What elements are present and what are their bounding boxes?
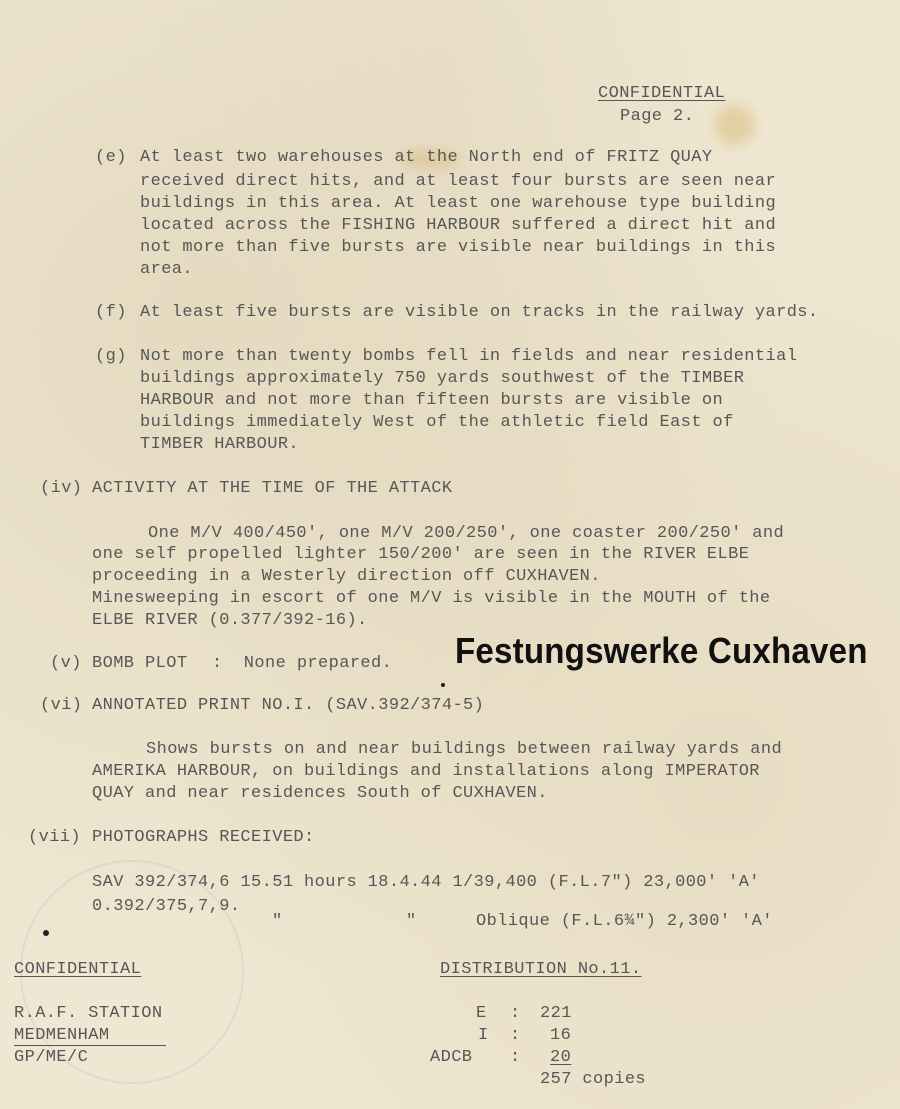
section-iv-line: ELBE RIVER (0.377/392-16). (92, 611, 368, 630)
overlay-title: Festungswerke Cuxhaven (455, 630, 868, 671)
section-label: (v) (50, 654, 82, 673)
section-iv-line: Minesweeping in escort of one M/V is visible in the MOUTH of the (92, 589, 771, 608)
distribution-code: I (478, 1026, 489, 1045)
photo-line: 0.392/375,7,9. (92, 897, 241, 916)
distribution-total: 257 copies (540, 1070, 647, 1089)
distribution-sep: : (510, 1004, 521, 1023)
section-heading: ACTIVITY AT THE TIME OF THE ATTACK (92, 479, 453, 498)
distribution-count: 16 (550, 1026, 572, 1045)
station-line: GP/ME/C (14, 1048, 89, 1067)
section-heading: ANNOTATED PRINT NO.I. (SAV.392/374-5) (92, 696, 485, 715)
photo-line: SAV 392/374,6 15.51 hours 18.4.44 1/39,400 (F.L.7") 23,000' 'A' (92, 873, 760, 892)
item-e-line: area. (140, 260, 194, 279)
item-g-line: HARBOUR and not more than fifteen bursts are visible on (140, 391, 724, 410)
classification-header: CONFIDENTIAL (598, 84, 726, 103)
ink-dot (43, 930, 49, 936)
section-iv-line: proceeding in a Westerly direction off CUXHAVEN. (92, 567, 601, 586)
bomb-plot-value: : None prepared. (212, 654, 393, 673)
item-e-line: located across the FISHING HARBOUR suffered a direct hit and (140, 216, 777, 235)
section-vi-line: Shows bursts on and near buildings between railway yards and (146, 740, 783, 759)
item-label: (f) (95, 303, 127, 322)
item-g-line: buildings approximately 750 yards southwest of the TIMBER (140, 369, 745, 388)
section-heading: BOMB PLOT (92, 654, 188, 673)
item-g-line: buildings immediately West of the athletic field East of (140, 413, 734, 432)
item-g-line: TIMBER HARBOUR. (140, 435, 300, 454)
item-e-line: received direct hits, and at least four bursts are seen near (140, 172, 777, 191)
item-e-line: not more than five bursts are visible near buildings in this (140, 238, 777, 257)
station-line: MEDMENHAM (14, 1026, 110, 1045)
photo-line: Oblique (F.L.6¾") 2,300' 'A' (476, 912, 773, 931)
distribution-sep: : (510, 1026, 521, 1045)
section-iv-line: One M/V 400/450', one M/V 200/250', one coaster 200/250' and (148, 524, 785, 543)
section-iv-line: one self propelled lighter 150/200' are seen in the RIVER ELBE (92, 545, 750, 564)
section-vi-line: AMERIKA HARBOUR, on buildings and installations along IMPERATOR (92, 762, 760, 781)
item-e-line: buildings in this area. At least one warehouse type building (140, 194, 777, 213)
item-label: (g) (95, 347, 127, 366)
distribution-sep: : (510, 1048, 521, 1067)
item-g-line: Not more than twenty bombs fell in fields and near residential (140, 347, 798, 366)
distribution-code: E (476, 1004, 487, 1023)
ditto-mark: " (272, 912, 283, 931)
item-f-line: At least five bursts are visible on tracks in the railway yards. (140, 303, 819, 322)
station-rule (14, 1045, 166, 1046)
section-label: (vi) (40, 696, 83, 715)
item-e-line: At least two warehouses at the North end of FRITZ QUAY (140, 148, 713, 167)
page-number: Page 2. (620, 107, 695, 126)
ditto-mark: " (406, 912, 417, 931)
station-line: R.A.F. STATION (14, 1004, 163, 1023)
item-label: (e) (95, 148, 127, 167)
section-label: (iv) (40, 479, 83, 498)
section-vi-line: QUAY and near residences South of CUXHAVEN. (92, 784, 548, 803)
distribution-title: DISTRIBUTION No.11. (440, 960, 642, 979)
distribution-count: 221 (540, 1004, 572, 1023)
section-label: (vii) (28, 828, 82, 847)
section-heading: PHOTOGRAPHS RECEIVED: (92, 828, 315, 847)
ink-dot (441, 683, 445, 687)
paper-stain (715, 105, 755, 145)
distribution-code: ADCB (430, 1048, 473, 1067)
footer-classification: CONFIDENTIAL (14, 960, 142, 979)
distribution-count: 20 (550, 1048, 572, 1067)
